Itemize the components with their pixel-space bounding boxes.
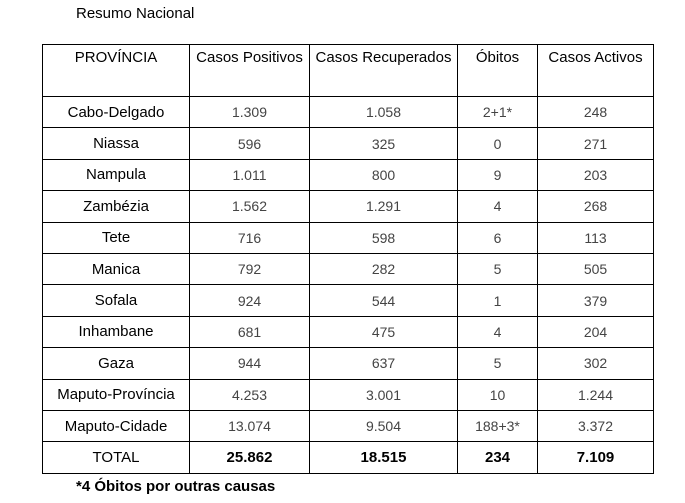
table-body [43,97,654,474]
cell-positive-cases: 924 [190,285,310,316]
cell-positive-cases: 1.011 [190,159,310,190]
cell-recovered-cases: 475 [310,316,458,347]
cell-positive-cases: 792 [190,253,310,284]
total-cell-deaths: 234 [458,442,538,473]
table-row [43,159,654,190]
column-header-positive-cases: Casos Positivos [190,45,310,97]
table-row [43,191,654,222]
column-header-active-cases: Casos Activos [538,45,654,97]
cell-positive-cases: 716 [190,222,310,253]
cell-active-cases: 204 [538,316,654,347]
page-title: Resumo Nacional [76,5,195,22]
cell-deaths: 5 [458,253,538,284]
table-row [43,97,654,128]
cell-province: Nampula [43,159,190,190]
column-header-recovered-cases: Casos Recuperados [310,45,458,97]
cell-active-cases: 271 [538,128,654,159]
cell-recovered-cases: 3.001 [310,379,458,410]
total-cell-active-cases: 7.109 [538,442,654,473]
cell-active-cases: 268 [538,191,654,222]
cell-deaths: 4 [458,191,538,222]
column-header-deaths: Óbitos [458,45,538,97]
cell-deaths: 188+3* [458,410,538,441]
cell-recovered-cases: 544 [310,285,458,316]
cell-deaths: 5 [458,348,538,379]
cell-active-cases: 1.244 [538,379,654,410]
cell-province: Cabo-Delgado [43,97,190,128]
cell-recovered-cases: 598 [310,222,458,253]
cell-recovered-cases: 800 [310,159,458,190]
table-row [43,410,654,441]
cell-deaths: 6 [458,222,538,253]
cell-province: Niassa [43,128,190,159]
cell-recovered-cases: 1.058 [310,97,458,128]
table-header-row [43,45,654,97]
table-row [43,348,654,379]
cell-positive-cases: 13.074 [190,410,310,441]
cell-active-cases: 113 [538,222,654,253]
total-cell-province: TOTAL [43,442,190,473]
table-row [43,316,654,347]
cell-deaths: 9 [458,159,538,190]
cell-active-cases: 3.372 [538,410,654,441]
cell-active-cases: 379 [538,285,654,316]
table-row [43,128,654,159]
table-row [43,285,654,316]
table-row [43,253,654,284]
column-header-province: PROVÍNCIA [43,45,190,97]
cell-deaths: 4 [458,316,538,347]
total-cell-positive-cases: 25.862 [190,442,310,473]
cell-active-cases: 302 [538,348,654,379]
cell-active-cases: 248 [538,97,654,128]
cell-province: Zambézia [43,191,190,222]
cell-recovered-cases: 1.291 [310,191,458,222]
cell-province: Inhambane [43,316,190,347]
summary-table [42,44,654,474]
cell-province: Sofala [43,285,190,316]
cell-deaths: 0 [458,128,538,159]
cell-province: Gaza [43,348,190,379]
cell-deaths: 1 [458,285,538,316]
cell-positive-cases: 1.562 [190,191,310,222]
cell-province: Maputo-Província [43,379,190,410]
total-row [43,442,654,473]
cell-positive-cases: 1.309 [190,97,310,128]
cell-positive-cases: 944 [190,348,310,379]
cell-province: Tete [43,222,190,253]
cell-positive-cases: 681 [190,316,310,347]
cell-active-cases: 203 [538,159,654,190]
cell-province: Maputo-Cidade [43,410,190,441]
cell-recovered-cases: 282 [310,253,458,284]
table-row [43,222,654,253]
cell-recovered-cases: 9.504 [310,410,458,441]
cell-deaths: 2+1* [458,97,538,128]
cell-recovered-cases: 637 [310,348,458,379]
cell-recovered-cases: 325 [310,128,458,159]
cell-positive-cases: 4.253 [190,379,310,410]
cell-active-cases: 505 [538,253,654,284]
cell-province: Manica [43,253,190,284]
table-row [43,379,654,410]
footnote: *4 Óbitos por outras causas [76,478,276,495]
total-cell-recovered-cases: 18.515 [310,442,458,473]
cell-deaths: 10 [458,379,538,410]
cell-positive-cases: 596 [190,128,310,159]
